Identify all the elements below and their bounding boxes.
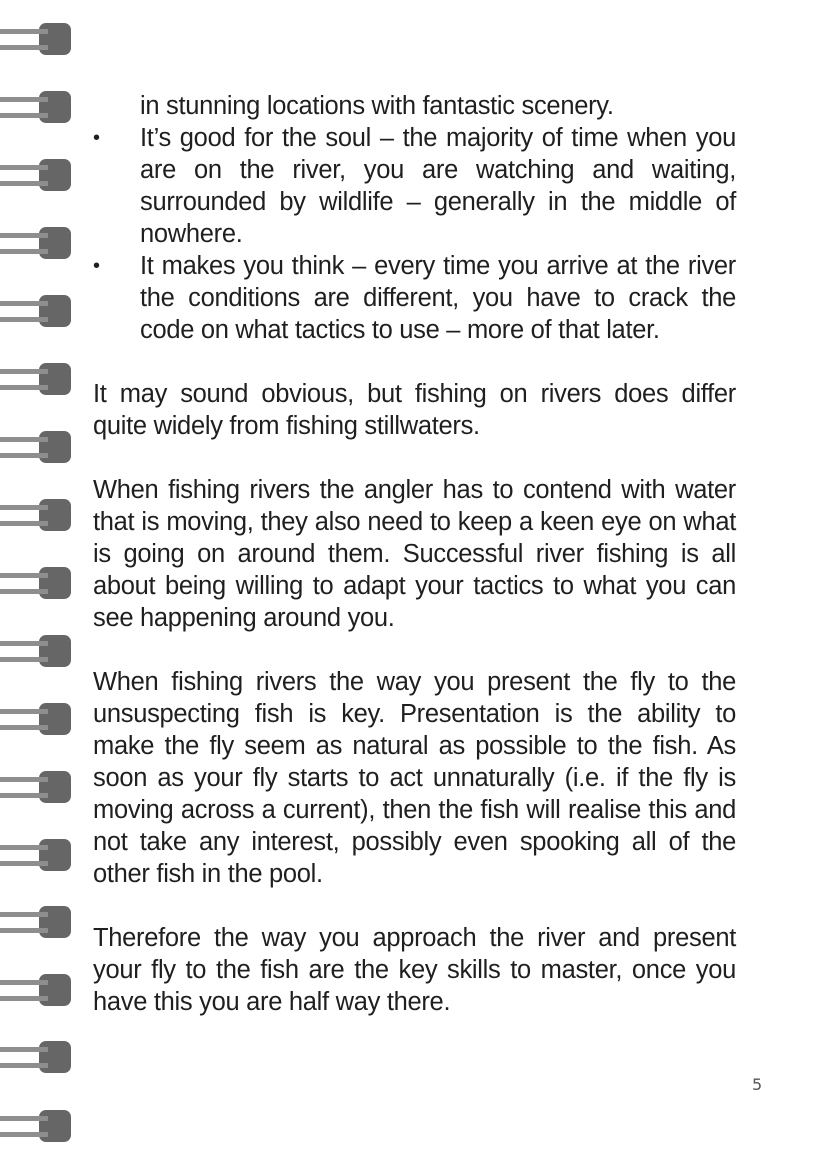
spiral-binding: [0, 0, 80, 1166]
bullet-item-think: [93, 250, 736, 346]
ring-bar: [0, 369, 48, 374]
page-body: [93, 90, 736, 1018]
paragraph-moving-water: When fishing rivers the angler has to contend with water that is moving, they also need to keep a keen eye on what is going on around them. Successful river fishing is all about being willing to adapt your tactics to what you can see happening around you.: [93, 476, 736, 632]
ring-knob: [39, 227, 71, 259]
ring-bar: [0, 97, 48, 102]
ring-bar: [0, 505, 48, 510]
bullet-text: in stunning locations with fantastic scenery.: [140, 92, 614, 120]
ring-knob: [39, 1041, 71, 1073]
ring-knob: [39, 499, 71, 531]
ring-knob: [39, 431, 71, 463]
bullet-dot-icon: •: [93, 255, 100, 277]
ring-bar: [0, 233, 48, 238]
ring-bar: [0, 317, 48, 322]
ring-bar: [0, 45, 48, 50]
ring-knob: [39, 974, 71, 1006]
ring-knob: [39, 363, 71, 395]
ring-bar: [0, 1047, 48, 1052]
binding-ring: [0, 499, 72, 531]
binding-ring: [0, 703, 72, 735]
bullet-text: It makes you think – every time you arrive at the river the conditions are different, you have to crack the code on what tactics to use – more of that later.: [140, 252, 736, 344]
ring-bar: [0, 1063, 48, 1068]
ring-knob: [39, 159, 71, 191]
ring-bar: [0, 165, 48, 170]
bullet-item-continuation: [93, 90, 736, 122]
ring-bar: [0, 1116, 48, 1121]
ring-bar: [0, 641, 48, 646]
ring-knob: [39, 23, 71, 55]
binding-ring: [0, 295, 72, 327]
ring-knob: [39, 839, 71, 871]
paragraph-key-skills: Therefore the way you approach the river and present your fly to the fish are the key skills to master, once you have this you are half way there.: [93, 924, 736, 1016]
ring-knob: [39, 703, 71, 735]
ring-bar: [0, 928, 48, 933]
binding-ring: [0, 567, 72, 599]
ring-knob: [39, 567, 71, 599]
binding-ring: [0, 91, 72, 123]
ring-bar: [0, 996, 48, 1001]
ring-bar: [0, 912, 48, 917]
binding-ring: [0, 771, 72, 803]
ring-bar: [0, 725, 48, 730]
binding-ring: [0, 635, 72, 667]
ring-bar: [0, 861, 48, 866]
ring-bar: [0, 980, 48, 985]
ring-knob: [39, 1110, 71, 1142]
bullet-text: It’s good for the soul – the majority of time when you are on the river, you are watching and waiting, surrounded by wildlife – generally in the middle of nowhere.: [140, 124, 736, 248]
bullet-item-soul: [93, 122, 736, 250]
binding-ring: [0, 363, 72, 395]
ring-bar: [0, 385, 48, 390]
ring-knob: [39, 295, 71, 327]
ring-knob: [39, 906, 71, 938]
binding-ring: [0, 23, 72, 55]
ring-bar: [0, 249, 48, 254]
bullet-dot-icon: •: [93, 127, 100, 149]
binding-ring: [0, 839, 72, 871]
paragraph-presentation: When fishing rivers the way you present the fly to the unsuspecting fish is key. Presentation is the ability to make the fly seem as natural as possible to the fish. As soon as your fly starts to act unnaturally (i.e. if the fly is moving across a current), then the fish will realise this and not take any interest, possibly even spooking all of the other fish in the pool.: [93, 668, 736, 888]
ring-bar: [0, 777, 48, 782]
ring-bar: [0, 573, 48, 578]
binding-ring: [0, 906, 72, 938]
ring-bar: [0, 301, 48, 306]
ring-bar: [0, 709, 48, 714]
ring-bar: [0, 657, 48, 662]
binding-ring: [0, 431, 72, 463]
binding-ring: [0, 1110, 72, 1142]
ring-bar: [0, 437, 48, 442]
ring-knob: [39, 635, 71, 667]
ring-knob: [39, 91, 71, 123]
ring-bar: [0, 113, 48, 118]
binding-ring: [0, 227, 72, 259]
binding-ring: [0, 974, 72, 1006]
ring-bar: [0, 1132, 48, 1137]
ring-bar: [0, 845, 48, 850]
binding-ring: [0, 1041, 72, 1073]
ring-bar: [0, 793, 48, 798]
ring-knob: [39, 771, 71, 803]
ring-bar: [0, 521, 48, 526]
ring-bar: [0, 589, 48, 594]
page-number: 5: [752, 1075, 763, 1094]
binding-ring: [0, 159, 72, 191]
ring-bar: [0, 453, 48, 458]
ring-bar: [0, 29, 48, 34]
paragraph-rivers-differ: It may sound obvious, but fishing on rivers does differ quite widely from fishing stillwaters.: [93, 380, 736, 440]
bullet-list: [93, 90, 736, 346]
ring-bar: [0, 181, 48, 186]
